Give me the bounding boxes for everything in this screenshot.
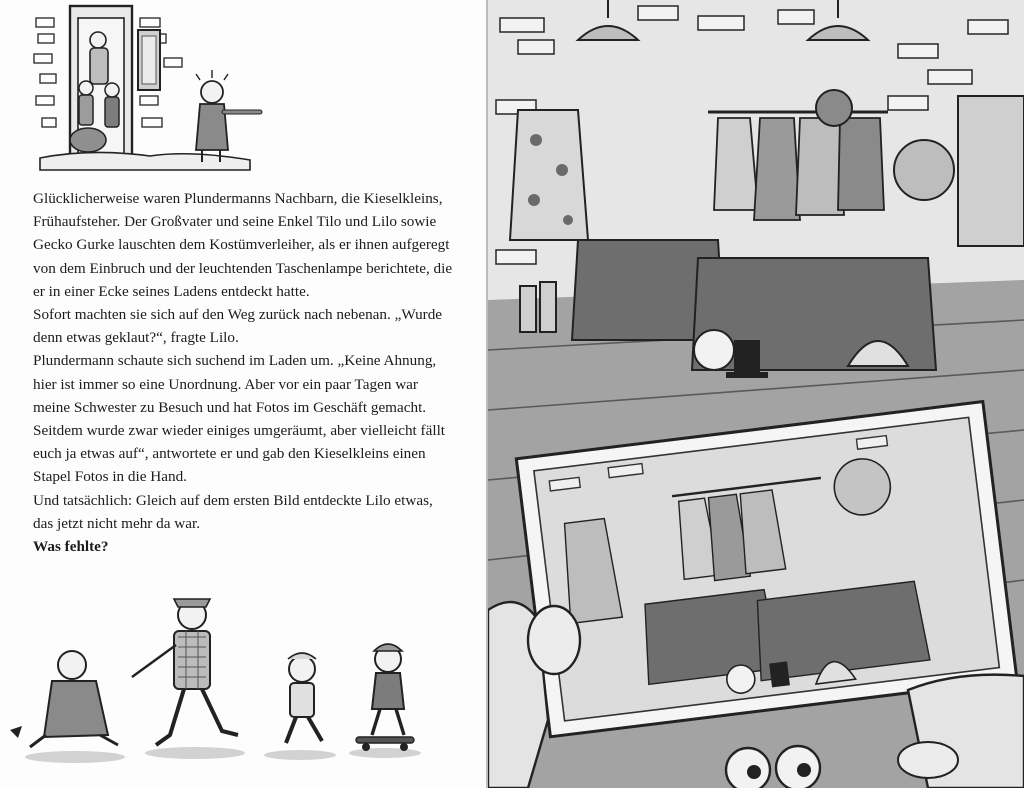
story-paragraph: Plundermann schaute sich suchend im Laden um. „Keine Ahnung, hier ist immer so eine Unordnung. Aber vor ein paar Tagen war meine Schwester zu Besuch und hat Fotos im Geschäft gemacht. Seitdem wurde zwar wieder einiges umgeräumt, aber vielleicht fällt euch ja etwas auf“, antwortete er und gab den Kieselkleins einen Stapel Fotos in die Hand. [33,352,446,486]
right-page [488,0,1024,788]
doorway-illustration [30,0,270,180]
costume-shop-illustration [488,0,1024,788]
story-paragraph: Glücklicherweise waren Plundermanns Nachbarn, die Kieselkleins, Frühaufsteher. Der Großvater und seine Enkel Tilo und Lilo sowie Gecko Gurke lauschten dem Kostümverleiher, als er ihnen aufgeregt von dem Einbruch und der leuchtenden Taschenlampe berichtete, die er in einer Ecke seines Ladens entdeckt hatte. [33,190,453,300]
story-question: Was fehlte? [33,538,109,556]
story-text [33,187,453,558]
story-paragraph: Sofort machten sie sich auf den Weg zurück nach nebenan. „Wurde denn etwas geklaut?“, fragte Lilo. [33,306,443,347]
story-paragraph: Und tatsächlich: Gleich auf dem ersten Bild entdeckte Lilo etwas, das jetzt nicht mehr da war. [33,491,433,532]
running-characters-illustration [0,585,488,785]
left-page [0,0,488,788]
